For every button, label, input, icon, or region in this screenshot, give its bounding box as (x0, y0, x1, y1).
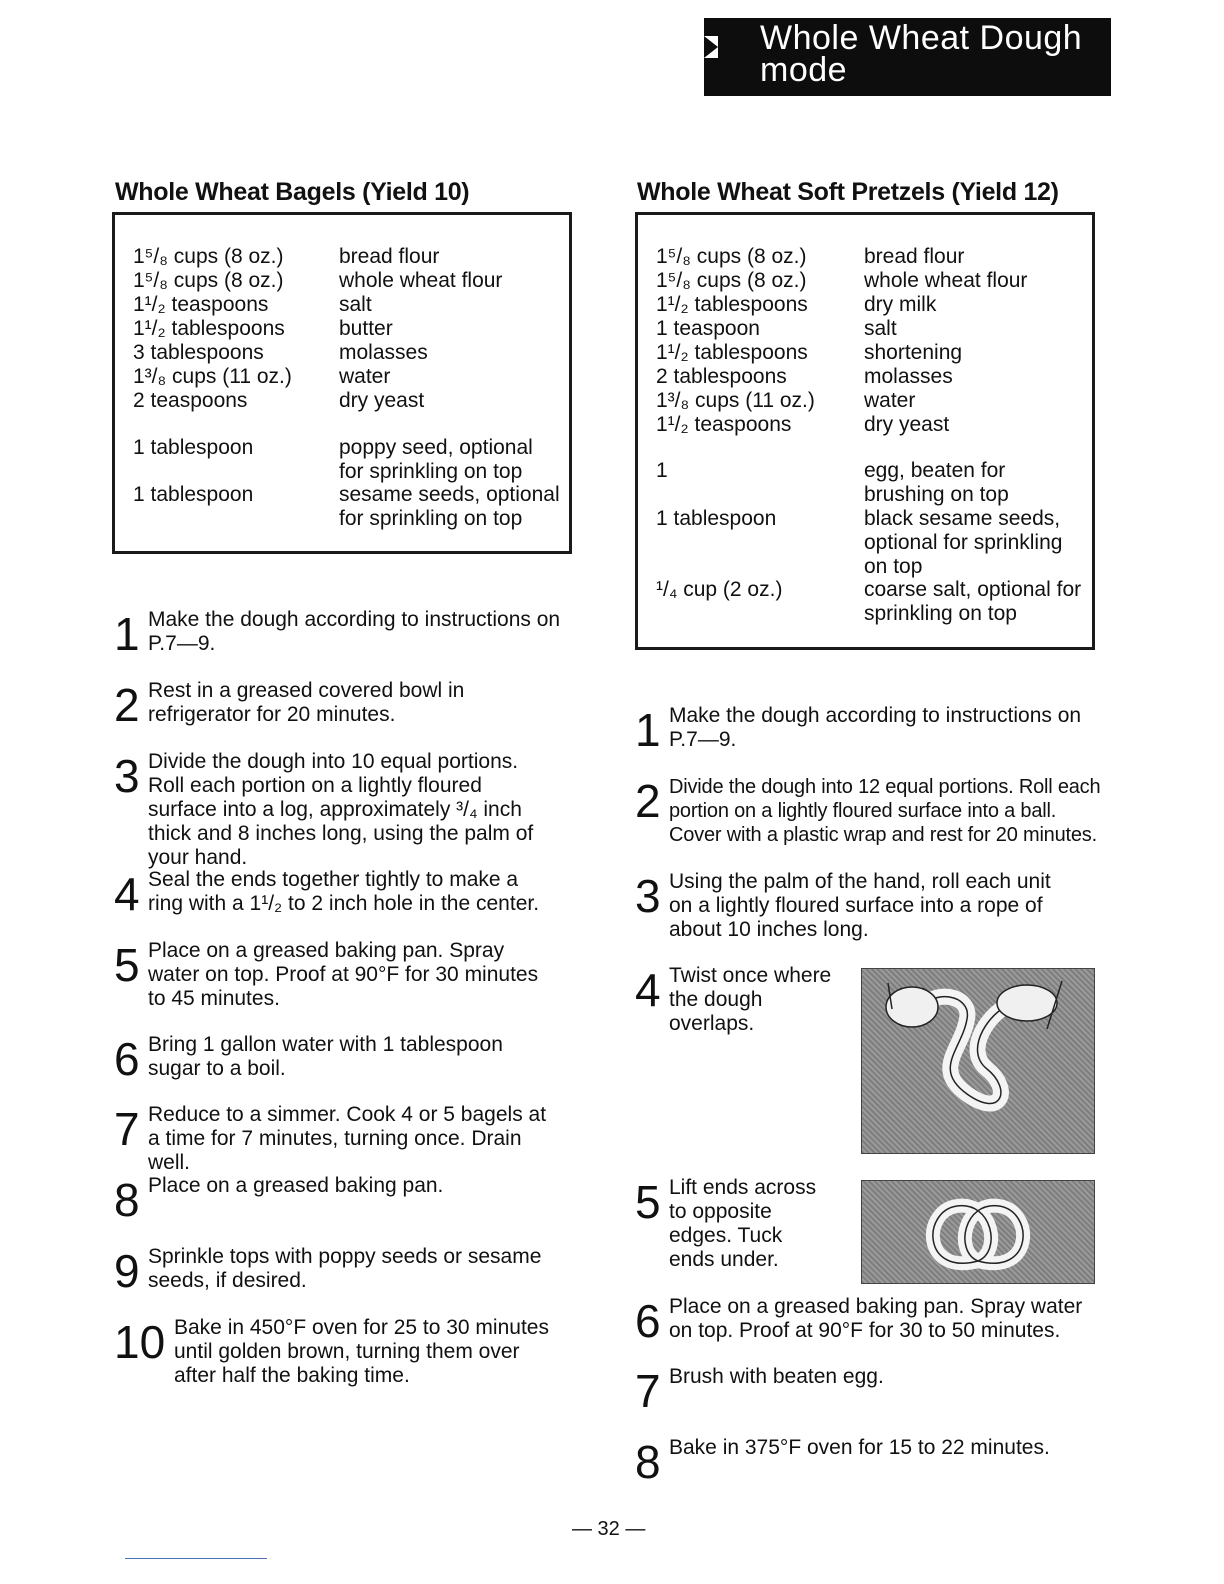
ingredient-item: butter (339, 317, 393, 340)
step-number: 6 (114, 1033, 140, 1085)
step-number: 8 (635, 1436, 661, 1488)
ingredient-qty: 2 tablespoons (656, 365, 787, 388)
step-text: Divide the dough into 10 equal portions. Roll each portion on a lightly floured surface into a log, approximately ³/₄ inch thick and 8 inches long, using the palm of your hand. (148, 750, 534, 869)
step-text: Bake in 450°F oven for 25 to 30 minutes until golden brown, turning them over after half the baking time. (174, 1316, 549, 1387)
step-text: Lift ends across to opposite edges. Tuck ends under. (669, 1176, 817, 1271)
ingredient-item: poppy seed, optional for sprinkling on top (339, 436, 533, 483)
ingredient-qty: 1⁵/₈ cups (8 oz.) (133, 269, 284, 292)
ingredient-qty: 1¹/₂ tablespoons (656, 293, 808, 316)
page-number: — 32 — (572, 1518, 646, 1540)
ingredient-qty: 1 tablespoon (133, 483, 254, 506)
step-text: Bring 1 gallon water with 1 tablespoon sugar to a boil. (148, 1033, 503, 1080)
step-number: 4 (635, 964, 661, 1016)
step-number: 3 (635, 870, 661, 922)
ingredient-qty: 3 tablespoons (133, 341, 264, 364)
ingredient-item: whole wheat flour (339, 269, 503, 292)
step-text: Make the dough according to instructions on P.7—9. (669, 704, 1082, 751)
ingredient-qty: 1⁵/₈ cups (8 oz.) (656, 269, 807, 292)
banner-title (760, 19, 1083, 89)
banner-title-line2: mode (760, 51, 848, 89)
step-text: Place on a greased baking pan. Spray water on top. Proof at 90°F for 30 to 50 minutes. (669, 1295, 1083, 1342)
step-number: 1 (114, 608, 140, 660)
step-text: Place on a greased baking pan. (148, 1174, 444, 1197)
ingredient-qty: 1³/₈ cups (11 oz.) (656, 389, 815, 412)
footer-rule (125, 1558, 267, 1559)
step-number: 5 (635, 1176, 661, 1228)
step-number: 7 (114, 1103, 140, 1155)
step-number: 9 (114, 1245, 140, 1297)
banner-notch (704, 36, 718, 58)
bagels-title: Whole Wheat Bagels (Yield 10) (115, 178, 470, 206)
step-number: 5 (114, 939, 140, 991)
ingredient-item: dry milk (864, 293, 937, 316)
pretzel-shape-drawing (862, 1181, 1094, 1283)
ingredient-qty: 1¹/₂ teaspoons (133, 293, 269, 316)
ingredient-qty: 1 tablespoon (133, 436, 254, 459)
ingredient-qty: 1¹/₂ tablespoons (656, 341, 808, 364)
ingredient-item: molasses (339, 341, 428, 364)
step-number: 2 (114, 679, 140, 731)
ingredient-item: bread flour (339, 245, 440, 268)
ingredient-item: salt (864, 317, 897, 340)
ingredient-qty: 1⁵/₈ cups (8 oz.) (133, 245, 284, 268)
ingredient-item: dry yeast (339, 389, 425, 412)
step-text: Reduce to a simmer. Cook 4 or 5 bagels at a time for 7 minutes, turning once. Drain well. (148, 1103, 547, 1174)
pretzel-shape-illustration (861, 1180, 1095, 1284)
pretzel-twist-illustration (861, 968, 1095, 1154)
banner-title-line1: Whole Wheat Dough (760, 19, 1083, 57)
ingredient-item: salt (339, 293, 372, 316)
ingredient-item: whole wheat flour (864, 269, 1028, 292)
ingredient-qty: 1³/₈ cups (11 oz.) (133, 365, 292, 388)
step-text: Rest in a greased covered bowl in refrigerator for 20 minutes. (148, 679, 465, 726)
step-text: Place on a greased baking pan. Spray water on top. Proof at 90°F for 30 minutes to 45 minutes. (148, 939, 539, 1010)
step-text: Make the dough according to instructions on P.7—9. (148, 608, 561, 655)
ingredient-item: water (339, 365, 391, 388)
ingredient-item: dry yeast (864, 413, 950, 436)
ingredient-qty: 1 (656, 459, 668, 482)
step-text: Brush with beaten egg. (669, 1365, 884, 1388)
ingredient-item: molasses (864, 365, 953, 388)
step-text: Bake in 375°F oven for 15 to 22 minutes. (669, 1436, 1050, 1459)
step-text: Divide the dough into 12 equal portions. Roll each portion on a lightly floured surface into a ball. Cover with a plastic wrap and rest for 20 minutes. (669, 776, 1101, 846)
ingredient-qty: 1⁵/₈ cups (8 oz.) (656, 245, 807, 268)
ingredient-item: water (864, 389, 916, 412)
bagels-ingredients-box (112, 212, 572, 554)
ingredient-item: sesame seeds, optional for sprinkling on top (339, 483, 560, 530)
ingredient-qty: 1¹/₂ tablespoons (133, 317, 285, 340)
step-number: 1 (635, 704, 661, 756)
ingredient-item: egg, beaten for brushing on top (864, 459, 1009, 506)
step-text: Sprinkle tops with poppy seeds or sesame seeds, if desired. (148, 1245, 542, 1292)
step-number: 10 (114, 1316, 166, 1368)
step-number: 2 (635, 775, 661, 827)
step-number: 4 (114, 868, 140, 920)
step-number: 6 (635, 1295, 661, 1347)
step-number: 7 (635, 1365, 661, 1417)
ingredient-item: bread flour (864, 245, 965, 268)
ingredient-item: shortening (864, 341, 963, 364)
pretzels-ingredients-box (635, 212, 1095, 650)
ingredient-item: black sesame seeds, optional for sprinkling on top (864, 507, 1063, 578)
ingredient-qty: ¹/₄ cup (2 oz.) (656, 578, 783, 601)
pretzel-twist-drawing (862, 969, 1094, 1153)
ingredient-item: coarse salt, optional for sprinkling on top (864, 578, 1082, 625)
section-banner (704, 18, 1111, 96)
ingredient-qty: 1¹/₂ teaspoons (656, 413, 792, 436)
ingredient-qty: 1 teaspoon (656, 317, 760, 340)
step-text: Using the palm of the hand, roll each unit on a lightly floured surface into a rope of about 10 inches long. (669, 870, 1051, 941)
ingredient-qty: 1 tablespoon (656, 507, 777, 530)
step-text: Twist once where the dough overlaps. (669, 964, 832, 1035)
step-number: 3 (114, 750, 140, 802)
step-text: Seal the ends together tightly to make a ring with a 1¹/₂ to 2 inch hole in the center. (148, 868, 540, 915)
pretzels-title: Whole Wheat Soft Pretzels (Yield 12) (637, 178, 1059, 206)
step-number: 8 (114, 1174, 140, 1226)
ingredient-qty: 2 teaspoons (133, 389, 248, 412)
